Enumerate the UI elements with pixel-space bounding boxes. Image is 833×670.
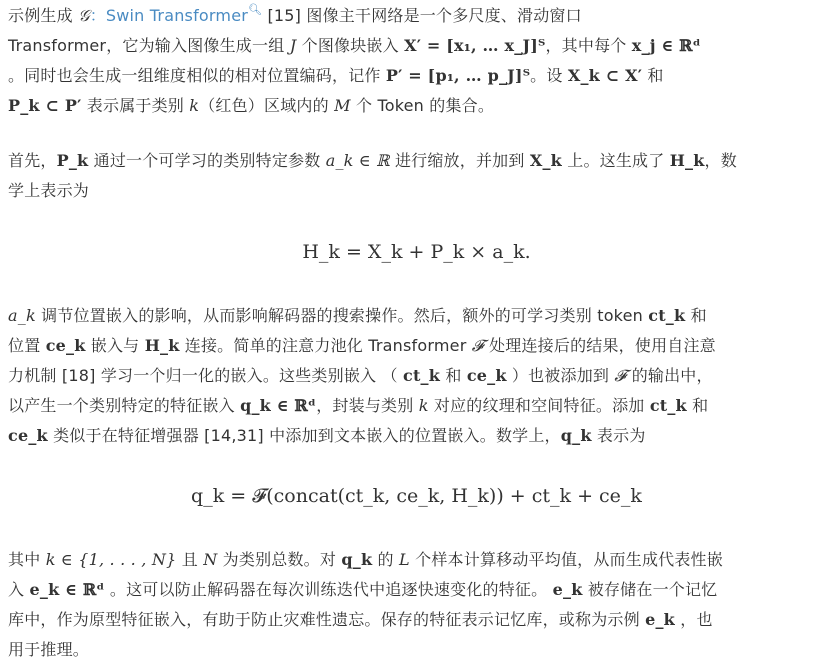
text: 其中 bbox=[8, 550, 46, 569]
math-qk: q_k ∈ ℝᵈ bbox=[240, 396, 317, 415]
text: （红色）区域内的 bbox=[199, 96, 335, 115]
math-ak: a_k bbox=[8, 306, 36, 325]
math-Xk: X_k bbox=[529, 151, 562, 170]
text: 和 bbox=[686, 396, 709, 415]
math-ak: a_k ∈ ℝ bbox=[325, 151, 390, 170]
text: ，封装与类别 bbox=[316, 396, 419, 415]
math-Hk: H_k bbox=[669, 151, 705, 170]
text: 以产生一个类别特定的特征嵌入 bbox=[8, 396, 241, 415]
math-Xk-subset: X_k ⊂ X′ bbox=[567, 66, 643, 85]
text: 用于推理。 bbox=[8, 640, 90, 659]
text: 被存储在一个记忆 bbox=[582, 580, 718, 599]
text: ，数 bbox=[704, 151, 737, 170]
paragraph2-line1 bbox=[8, 147, 737, 175]
paragraph4-line3 bbox=[8, 606, 713, 634]
math-qk: q_k bbox=[560, 426, 592, 445]
math-xj: x_j ∈ ℝᵈ bbox=[631, 36, 701, 55]
text: 连接。简单的注意力池化 Transformer bbox=[179, 336, 472, 355]
math-ctk: ct_k bbox=[648, 306, 686, 325]
paragraph3-line1 bbox=[8, 302, 707, 330]
math-Hk: H_k bbox=[144, 336, 180, 355]
text: 处理连接后的结果，使用自注意 bbox=[483, 336, 716, 355]
swin-transformer-link[interactable]: Swin Transformer bbox=[105, 6, 249, 25]
paragraph3-line2 bbox=[8, 332, 716, 360]
text: 个图像块嵌入 bbox=[296, 36, 405, 55]
text: 表示为 bbox=[591, 426, 646, 445]
text: Transformer，它为输入图像生成一组 bbox=[8, 36, 290, 55]
text: 。这可以防止解码器在每次训练迭代中追逐快速变化的特征。 bbox=[104, 580, 553, 599]
paragraph1-line4 bbox=[8, 92, 494, 120]
math-G: 𝒢 bbox=[78, 6, 90, 25]
math-ctk: ct_k bbox=[403, 366, 441, 385]
text: 对应的纹理和空间特征。添加 bbox=[428, 396, 650, 415]
text: 首先， bbox=[8, 151, 57, 170]
text: 库中，作为原型特征嵌入，有助于防止灾难性遗忘。保存的特征表示记忆库，或称为示例 bbox=[8, 610, 646, 629]
paragraph4-line1 bbox=[8, 546, 723, 574]
math-ek: e_k bbox=[645, 610, 675, 629]
text: 。同时也会生成一组维度相似的相对位置编码，记作 bbox=[8, 66, 386, 85]
math-k-range: k ∈ {1, . . . , N} bbox=[45, 550, 177, 569]
math-L: L bbox=[399, 550, 410, 569]
paragraph1-line3 bbox=[8, 62, 664, 90]
search-icon[interactable]: 🔍︎ bbox=[248, 3, 263, 16]
math-Pk: P_k bbox=[56, 151, 89, 170]
equation-1: H_k = X_k + P_k × a_k. bbox=[302, 241, 531, 263]
math-position-encodings: P′ = [p₁, … p_J]ᵀ bbox=[385, 66, 531, 85]
math-cek: ce_k bbox=[466, 366, 507, 385]
paragraph1-line2 bbox=[8, 32, 701, 60]
math-cek: ce_k bbox=[45, 336, 86, 355]
math-ctk: ct_k bbox=[649, 396, 687, 415]
text: ）也被添加到 bbox=[506, 366, 615, 385]
text: 调节位置嵌入的影响，从而影响解码器的搜索操作。然后，额外的可学习类别 token bbox=[35, 306, 649, 325]
math-N: N bbox=[203, 550, 218, 569]
text: 进行缩放，并加到 bbox=[389, 151, 530, 170]
text: 个样本计算移动平均值，从而生成代表性嵌 bbox=[409, 550, 723, 569]
math-F: 𝓕 bbox=[471, 336, 484, 355]
text: 和 bbox=[642, 66, 664, 85]
paragraph4-line2 bbox=[8, 576, 717, 604]
paragraph4-line4 bbox=[8, 636, 89, 664]
paragraph2-line2 bbox=[8, 177, 89, 205]
math-ek: e_k ∈ ℝᵈ bbox=[29, 580, 105, 599]
text: 和 bbox=[440, 366, 467, 385]
math-k: k bbox=[189, 96, 200, 115]
paragraph3-line5 bbox=[8, 422, 646, 450]
text: 和 bbox=[685, 306, 707, 325]
text: 且 bbox=[176, 550, 204, 569]
text: 表示属于类别 bbox=[81, 96, 190, 115]
math-J: J bbox=[289, 36, 297, 55]
math-patch-embeddings: X′ = [x₁, … x_J]ᵀ bbox=[404, 36, 546, 55]
equation-2: q_k = 𝓕(concat(ct_k, ce_k, H_k)) + ct_k + ce_k bbox=[191, 485, 642, 507]
math-qk: q_k bbox=[341, 550, 373, 569]
math-F: 𝓕 bbox=[614, 366, 627, 385]
text: 入 bbox=[8, 580, 30, 599]
text: 的输出中， bbox=[626, 366, 713, 385]
text: 示例生成 bbox=[8, 6, 79, 25]
text: 通过一个可学习的类别特定参数 bbox=[88, 151, 326, 170]
text: 为类别总数。对 bbox=[217, 550, 342, 569]
math-M: M bbox=[334, 96, 351, 115]
text: 的 bbox=[372, 550, 400, 569]
paragraph3-line4 bbox=[8, 392, 708, 420]
paragraph3-line3 bbox=[8, 362, 713, 390]
text: 。设 bbox=[530, 66, 568, 85]
text: ，也 bbox=[674, 610, 713, 629]
paragraph1-line1 bbox=[8, 2, 582, 30]
text: 嵌入与 bbox=[85, 336, 145, 355]
text: 力机制 [18] 学习一个归一化的嵌入。这些类别嵌入 （ bbox=[8, 366, 403, 385]
text: ，其中每个 bbox=[545, 36, 632, 55]
text: 类似于在特征增强器 [14,31] 中添加到文本嵌入的位置嵌入。数学上， bbox=[47, 426, 561, 445]
math-k: k bbox=[418, 396, 429, 415]
math-ek: e_k bbox=[552, 580, 583, 599]
text: 位置 bbox=[8, 336, 46, 355]
math-Pk-subset: P_k ⊂ P′ bbox=[8, 96, 82, 115]
text: 学上表示为 bbox=[8, 181, 90, 200]
text: 上。这生成了 bbox=[561, 151, 670, 170]
math-cek: ce_k bbox=[8, 426, 48, 445]
text: [15] 图像主干网络是一个多尺度、滑动窗口 bbox=[262, 6, 582, 25]
text: 个 Token 的集合。 bbox=[350, 96, 495, 115]
text: ： bbox=[89, 6, 106, 25]
